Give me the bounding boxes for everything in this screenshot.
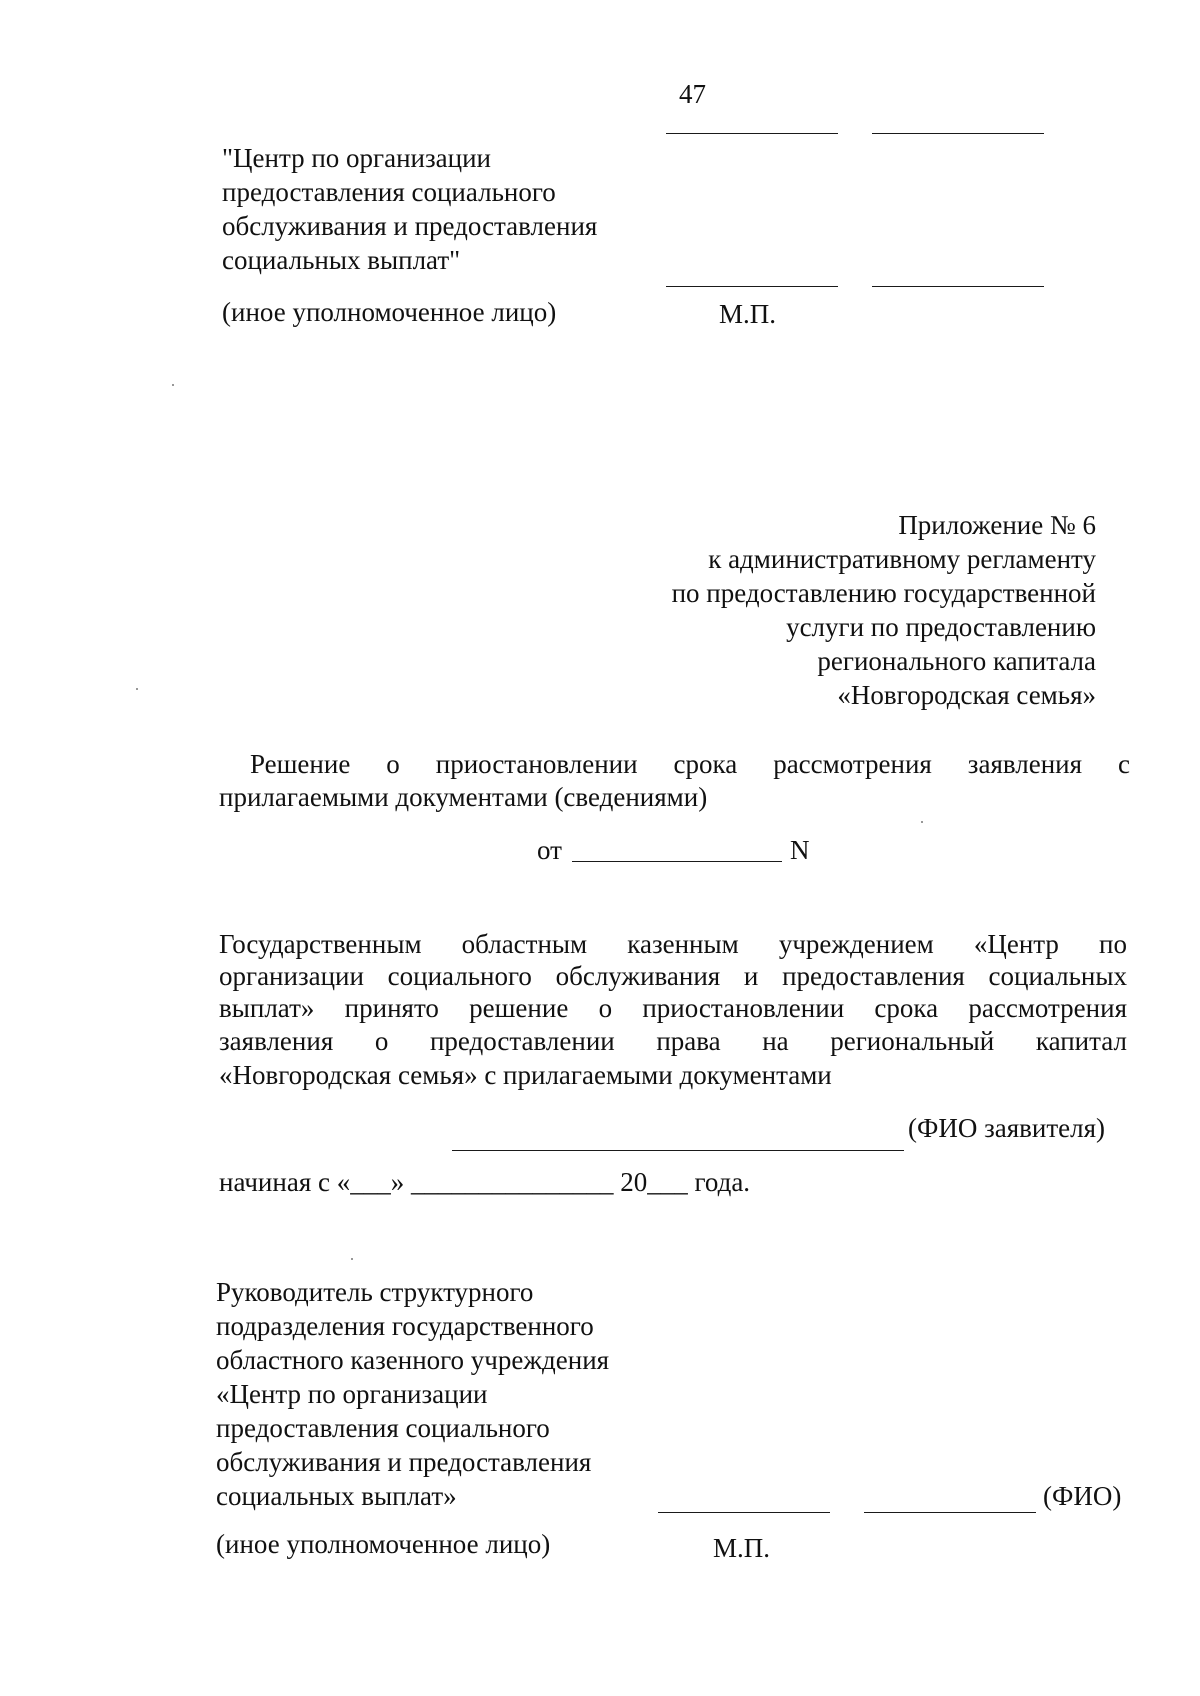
body-line5: «Новгородская семья» с прилагаемыми документами — [219, 1060, 832, 1090]
other-authorized-person: (иное уполномоченное лицо) — [222, 297, 557, 327]
appendix-line: Приложение № 6 — [898, 510, 1096, 540]
scan-speck — [136, 688, 138, 690]
top-org-line: "Центр по организации — [222, 143, 491, 173]
name-line — [872, 133, 1044, 134]
head-line: подразделения государственного — [216, 1311, 594, 1341]
head-line: «Центр по организации — [216, 1379, 488, 1409]
top-org-line: социальных выплат" — [222, 245, 461, 275]
head-line: Руководитель структурного — [216, 1277, 534, 1307]
number-label: N — [790, 835, 810, 865]
head-line: социальных выплат» — [216, 1481, 457, 1511]
body-line1: Государственным областным казенным учреждением «Центр по — [219, 929, 1127, 959]
from-label: от — [537, 835, 562, 865]
top-org-line: обслуживания и предоставления — [222, 211, 598, 241]
top-org-line: предоставления социального — [222, 177, 556, 207]
scan-speck — [172, 384, 174, 386]
date-blank-line — [572, 861, 782, 862]
body-line4: заявления о предоставлении права на региональный капитал — [219, 1026, 1127, 1056]
signature-line — [658, 1512, 830, 1513]
scan-speck — [921, 821, 923, 823]
stamp-label: М.П. — [719, 299, 777, 329]
starting-from-line: начиная с «___» _______________ 20___ года. — [219, 1167, 751, 1197]
head-line: предоставления социального — [216, 1413, 550, 1443]
appendix-line: к административному регламенту — [708, 544, 1096, 574]
appendix-line: регионального капитала — [817, 646, 1096, 676]
body-line3: выплат» принято решение о приостановлении срока рассмотрения — [219, 993, 1127, 1023]
fio-label: (ФИО) — [1043, 1481, 1122, 1511]
applicant-fio-line — [452, 1150, 904, 1151]
decision-title-line2: прилагаемыми документами (сведениями) — [219, 782, 708, 812]
head-line: обслуживания и предоставления — [216, 1447, 592, 1477]
body-line2: организации социального обслуживания и предоставления социальных — [219, 961, 1127, 991]
head-line: областного казенного учреждения — [216, 1345, 610, 1375]
scan-speck — [351, 1258, 353, 1260]
appendix-line: по предоставлению государственной — [671, 578, 1096, 608]
appendix-header — [536, 508, 1096, 712]
appendix-line: «Новгородская семья» — [837, 680, 1096, 710]
decision-title-line1: Решение о приостановлении срока рассмотрения заявления с — [250, 749, 1130, 779]
signature-line — [666, 133, 838, 134]
applicant-fio-label: (ФИО заявителя) — [908, 1113, 1106, 1143]
name-line — [864, 1512, 1036, 1513]
page-number: 47 — [679, 79, 706, 109]
stamp-label: М.П. — [713, 1533, 771, 1563]
signature-line — [666, 286, 838, 287]
appendix-line: услуги по предоставлению — [786, 612, 1096, 642]
other-authorized-person: (иное уполномоченное лицо) — [216, 1529, 551, 1559]
name-line — [872, 286, 1044, 287]
